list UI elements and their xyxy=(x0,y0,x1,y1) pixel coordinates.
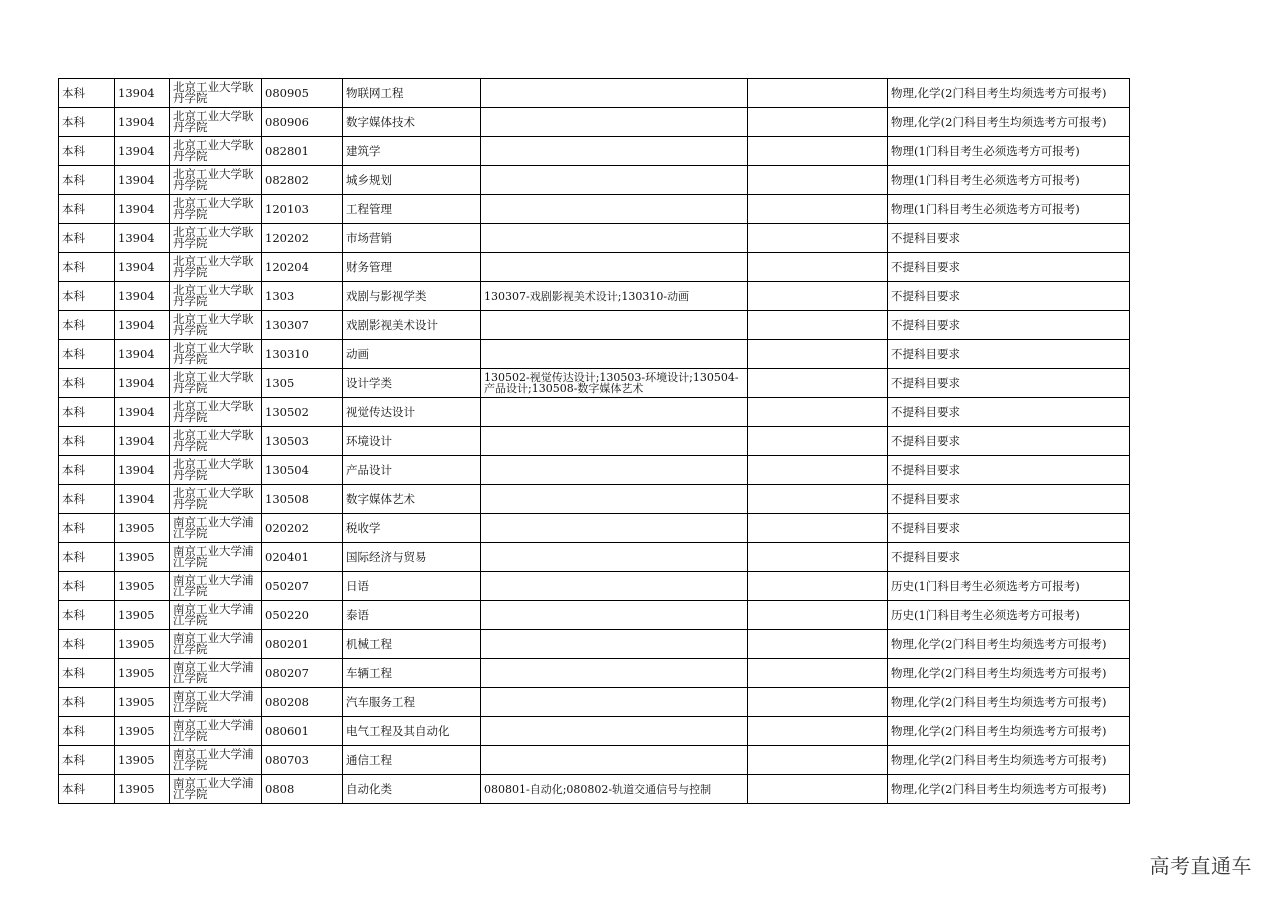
cell-subject-requirement: 不提科目要求 xyxy=(888,543,1130,572)
cell-subject-requirement: 不提科目要求 xyxy=(888,340,1130,369)
cell-school-code: 13904 xyxy=(115,456,170,485)
cell-included-majors xyxy=(481,514,748,543)
cell-note xyxy=(748,630,888,659)
table-row xyxy=(59,398,1130,427)
cell-major-code: 080208 xyxy=(262,688,343,717)
cell-major-code: 130508 xyxy=(262,485,343,514)
cell-included-majors xyxy=(481,427,748,456)
cell-note xyxy=(748,282,888,311)
cell-major-name: 建筑学 xyxy=(343,137,481,166)
cell-note xyxy=(748,398,888,427)
cell-subject-requirement: 历史(1门科目考生必须选考方可报考) xyxy=(888,601,1130,630)
cell-major-name: 泰语 xyxy=(343,601,481,630)
cell-major-code: 120103 xyxy=(262,195,343,224)
cell-major-name: 物联网工程 xyxy=(343,79,481,108)
cell-level: 本科 xyxy=(59,688,115,717)
cell-school-name: 北京工业大学耿丹学院 xyxy=(170,224,262,253)
table-row xyxy=(59,195,1130,224)
cell-school-code: 13904 xyxy=(115,340,170,369)
cell-included-majors xyxy=(481,108,748,137)
cell-level: 本科 xyxy=(59,485,115,514)
cell-level: 本科 xyxy=(59,514,115,543)
cell-subject-requirement: 不提科目要求 xyxy=(888,224,1130,253)
cell-school-name: 南京工业大学浦江学院 xyxy=(170,601,262,630)
cell-note xyxy=(748,166,888,195)
cell-included-majors xyxy=(481,224,748,253)
cell-school-name: 北京工业大学耿丹学院 xyxy=(170,485,262,514)
cell-school-name: 北京工业大学耿丹学院 xyxy=(170,166,262,195)
cell-subject-requirement: 不提科目要求 xyxy=(888,253,1130,282)
cell-major-name: 视觉传达设计 xyxy=(343,398,481,427)
cell-major-code: 1303 xyxy=(262,282,343,311)
table-row xyxy=(59,427,1130,456)
cell-subject-requirement: 物理(1门科目考生必须选考方可报考) xyxy=(888,166,1130,195)
cell-school-name: 北京工业大学耿丹学院 xyxy=(170,137,262,166)
cell-subject-requirement: 物理,化学(2门科目考生均须选考方可报考) xyxy=(888,79,1130,108)
table-row xyxy=(59,253,1130,282)
cell-school-name: 北京工业大学耿丹学院 xyxy=(170,340,262,369)
cell-level: 本科 xyxy=(59,601,115,630)
cell-major-name: 车辆工程 xyxy=(343,659,481,688)
cell-subject-requirement: 物理(1门科目考生必须选考方可报考) xyxy=(888,137,1130,166)
watermark-text: 高考直通车 xyxy=(1149,854,1252,878)
cell-subject-requirement: 不提科目要求 xyxy=(888,369,1130,398)
cell-major-name: 动画 xyxy=(343,340,481,369)
cell-included-majors xyxy=(481,688,748,717)
cell-school-name: 北京工业大学耿丹学院 xyxy=(170,427,262,456)
table-row xyxy=(59,108,1130,137)
cell-level: 本科 xyxy=(59,630,115,659)
cell-level: 本科 xyxy=(59,282,115,311)
cell-school-name: 南京工业大学浦江学院 xyxy=(170,746,262,775)
cell-included-majors xyxy=(481,137,748,166)
cell-note xyxy=(748,369,888,398)
cell-subject-requirement: 物理,化学(2门科目考生均须选考方可报考) xyxy=(888,746,1130,775)
cell-major-code: 020202 xyxy=(262,514,343,543)
cell-subject-requirement: 物理,化学(2门科目考生均须选考方可报考) xyxy=(888,659,1130,688)
table-row xyxy=(59,311,1130,340)
cell-school-code: 13904 xyxy=(115,79,170,108)
cell-note xyxy=(748,311,888,340)
cell-major-code: 080207 xyxy=(262,659,343,688)
cell-level: 本科 xyxy=(59,195,115,224)
cell-school-name: 北京工业大学耿丹学院 xyxy=(170,195,262,224)
table-row xyxy=(59,224,1130,253)
cell-subject-requirement: 不提科目要求 xyxy=(888,514,1130,543)
table-row xyxy=(59,659,1130,688)
cell-level: 本科 xyxy=(59,253,115,282)
cell-included-majors: 130307-戏剧影视美术设计;130310-动画 xyxy=(481,282,748,311)
cell-level: 本科 xyxy=(59,369,115,398)
cell-level: 本科 xyxy=(59,398,115,427)
cell-school-code: 13904 xyxy=(115,369,170,398)
cell-school-name: 南京工业大学浦江学院 xyxy=(170,543,262,572)
cell-note xyxy=(748,427,888,456)
cell-major-code: 0808 xyxy=(262,775,343,804)
cell-school-code: 13904 xyxy=(115,224,170,253)
cell-note xyxy=(748,746,888,775)
admission-requirements-table xyxy=(58,78,1130,804)
cell-major-name: 国际经济与贸易 xyxy=(343,543,481,572)
cell-major-code: 080905 xyxy=(262,79,343,108)
cell-major-code: 080601 xyxy=(262,717,343,746)
cell-school-code: 13904 xyxy=(115,311,170,340)
cell-school-code: 13904 xyxy=(115,398,170,427)
cell-major-name: 自动化类 xyxy=(343,775,481,804)
cell-school-name: 南京工业大学浦江学院 xyxy=(170,572,262,601)
cell-major-name: 工程管理 xyxy=(343,195,481,224)
cell-major-name: 税收学 xyxy=(343,514,481,543)
cell-note xyxy=(748,456,888,485)
cell-major-code: 082802 xyxy=(262,166,343,195)
cell-level: 本科 xyxy=(59,340,115,369)
cell-major-code: 130310 xyxy=(262,340,343,369)
cell-included-majors xyxy=(481,601,748,630)
cell-major-code: 080703 xyxy=(262,746,343,775)
cell-level: 本科 xyxy=(59,224,115,253)
cell-school-code: 13904 xyxy=(115,253,170,282)
cell-note xyxy=(748,543,888,572)
table-row xyxy=(59,514,1130,543)
table-row xyxy=(59,717,1130,746)
cell-major-code: 050207 xyxy=(262,572,343,601)
cell-school-name: 南京工业大学浦江学院 xyxy=(170,688,262,717)
cell-school-name: 南京工业大学浦江学院 xyxy=(170,659,262,688)
cell-note xyxy=(748,485,888,514)
cell-subject-requirement: 不提科目要求 xyxy=(888,456,1130,485)
cell-school-code: 13905 xyxy=(115,746,170,775)
cell-level: 本科 xyxy=(59,717,115,746)
cell-note xyxy=(748,601,888,630)
cell-included-majors xyxy=(481,166,748,195)
cell-note xyxy=(748,137,888,166)
cell-major-name: 戏剧影视美术设计 xyxy=(343,311,481,340)
cell-subject-requirement: 不提科目要求 xyxy=(888,485,1130,514)
cell-included-majors xyxy=(481,630,748,659)
cell-major-code: 130307 xyxy=(262,311,343,340)
cell-subject-requirement: 物理(1门科目考生必须选考方可报考) xyxy=(888,195,1130,224)
table-row xyxy=(59,775,1130,804)
cell-level: 本科 xyxy=(59,659,115,688)
cell-included-majors xyxy=(481,398,748,427)
table-body xyxy=(59,79,1130,804)
cell-school-name: 南京工业大学浦江学院 xyxy=(170,717,262,746)
cell-major-name: 汽车服务工程 xyxy=(343,688,481,717)
cell-major-code: 130502 xyxy=(262,398,343,427)
cell-school-code: 13904 xyxy=(115,108,170,137)
cell-major-code: 020401 xyxy=(262,543,343,572)
cell-school-code: 13905 xyxy=(115,572,170,601)
cell-note xyxy=(748,717,888,746)
cell-included-majors xyxy=(481,311,748,340)
cell-school-name: 南京工业大学浦江学院 xyxy=(170,775,262,804)
cell-level: 本科 xyxy=(59,543,115,572)
cell-included-majors xyxy=(481,659,748,688)
cell-included-majors xyxy=(481,253,748,282)
cell-level: 本科 xyxy=(59,572,115,601)
table-row xyxy=(59,630,1130,659)
cell-major-name: 产品设计 xyxy=(343,456,481,485)
table-row xyxy=(59,282,1130,311)
table-row xyxy=(59,456,1130,485)
cell-note xyxy=(748,775,888,804)
cell-major-name: 戏剧与影视学类 xyxy=(343,282,481,311)
table-row xyxy=(59,79,1130,108)
cell-major-code: 050220 xyxy=(262,601,343,630)
cell-subject-requirement: 物理,化学(2门科目考生均须选考方可报考) xyxy=(888,717,1130,746)
cell-level: 本科 xyxy=(59,137,115,166)
cell-included-majors xyxy=(481,543,748,572)
cell-major-code: 120202 xyxy=(262,224,343,253)
cell-school-code: 13905 xyxy=(115,514,170,543)
cell-school-code: 13905 xyxy=(115,659,170,688)
cell-major-name: 通信工程 xyxy=(343,746,481,775)
cell-school-name: 北京工业大学耿丹学院 xyxy=(170,108,262,137)
cell-included-majors xyxy=(481,340,748,369)
table-row xyxy=(59,340,1130,369)
cell-school-code: 13904 xyxy=(115,427,170,456)
table-row xyxy=(59,485,1130,514)
table-row xyxy=(59,572,1130,601)
cell-school-name: 北京工业大学耿丹学院 xyxy=(170,79,262,108)
table-row xyxy=(59,746,1130,775)
cell-note xyxy=(748,79,888,108)
cell-school-name: 北京工业大学耿丹学院 xyxy=(170,398,262,427)
cell-subject-requirement: 历史(1门科目考生必须选考方可报考) xyxy=(888,572,1130,601)
cell-subject-requirement: 不提科目要求 xyxy=(888,398,1130,427)
cell-included-majors xyxy=(481,746,748,775)
cell-major-name: 日语 xyxy=(343,572,481,601)
cell-included-majors xyxy=(481,572,748,601)
cell-major-name: 财务管理 xyxy=(343,253,481,282)
cell-note xyxy=(748,659,888,688)
cell-major-code: 080201 xyxy=(262,630,343,659)
cell-school-code: 13905 xyxy=(115,688,170,717)
cell-school-name: 北京工业大学耿丹学院 xyxy=(170,456,262,485)
cell-school-name: 北京工业大学耿丹学院 xyxy=(170,311,262,340)
cell-note xyxy=(748,514,888,543)
cell-major-name: 机械工程 xyxy=(343,630,481,659)
cell-school-code: 13905 xyxy=(115,717,170,746)
cell-school-code: 13905 xyxy=(115,630,170,659)
cell-major-name: 市场营销 xyxy=(343,224,481,253)
cell-major-name: 数字媒体艺术 xyxy=(343,485,481,514)
cell-included-majors: 130502-视觉传达设计;130503-环境设计;130504-产品设计;130508-数字媒体艺术 xyxy=(481,369,748,398)
cell-school-code: 13904 xyxy=(115,282,170,311)
cell-subject-requirement: 物理,化学(2门科目考生均须选考方可报考) xyxy=(888,630,1130,659)
cell-school-code: 13905 xyxy=(115,543,170,572)
cell-level: 本科 xyxy=(59,79,115,108)
cell-note xyxy=(748,108,888,137)
cell-school-code: 13905 xyxy=(115,601,170,630)
cell-school-code: 13904 xyxy=(115,166,170,195)
cell-major-name: 设计学类 xyxy=(343,369,481,398)
cell-level: 本科 xyxy=(59,775,115,804)
table-row xyxy=(59,601,1130,630)
cell-note xyxy=(748,572,888,601)
cell-major-code: 080906 xyxy=(262,108,343,137)
cell-school-name: 北京工业大学耿丹学院 xyxy=(170,253,262,282)
cell-major-code: 120204 xyxy=(262,253,343,282)
cell-level: 本科 xyxy=(59,166,115,195)
cell-included-majors xyxy=(481,79,748,108)
table-row xyxy=(59,543,1130,572)
cell-school-name: 南京工业大学浦江学院 xyxy=(170,630,262,659)
cell-school-name: 北京工业大学耿丹学院 xyxy=(170,282,262,311)
cell-subject-requirement: 物理,化学(2门科目考生均须选考方可报考) xyxy=(888,108,1130,137)
cell-major-code: 082801 xyxy=(262,137,343,166)
cell-major-code: 1305 xyxy=(262,369,343,398)
cell-note xyxy=(748,688,888,717)
cell-school-code: 13905 xyxy=(115,775,170,804)
cell-school-code: 13904 xyxy=(115,195,170,224)
cell-major-name: 环境设计 xyxy=(343,427,481,456)
table-row xyxy=(59,369,1130,398)
cell-major-code: 130504 xyxy=(262,456,343,485)
cell-level: 本科 xyxy=(59,427,115,456)
cell-school-code: 13904 xyxy=(115,137,170,166)
cell-included-majors xyxy=(481,717,748,746)
cell-level: 本科 xyxy=(59,311,115,340)
cell-school-name: 北京工业大学耿丹学院 xyxy=(170,369,262,398)
cell-major-code: 130503 xyxy=(262,427,343,456)
cell-subject-requirement: 物理,化学(2门科目考生均须选考方可报考) xyxy=(888,775,1130,804)
cell-major-name: 电气工程及其自动化 xyxy=(343,717,481,746)
cell-note xyxy=(748,253,888,282)
cell-included-majors: 080801-自动化;080802-轨道交通信号与控制 xyxy=(481,775,748,804)
cell-level: 本科 xyxy=(59,108,115,137)
cell-included-majors xyxy=(481,195,748,224)
table-row xyxy=(59,137,1130,166)
table-row xyxy=(59,688,1130,717)
cell-subject-requirement: 物理,化学(2门科目考生均须选考方可报考) xyxy=(888,688,1130,717)
table-row xyxy=(59,166,1130,195)
cell-subject-requirement: 不提科目要求 xyxy=(888,282,1130,311)
cell-note xyxy=(748,195,888,224)
cell-major-name: 数字媒体技术 xyxy=(343,108,481,137)
cell-level: 本科 xyxy=(59,746,115,775)
cell-included-majors xyxy=(481,485,748,514)
cell-level: 本科 xyxy=(59,456,115,485)
cell-note xyxy=(748,340,888,369)
cell-note xyxy=(748,224,888,253)
cell-school-name: 南京工业大学浦江学院 xyxy=(170,514,262,543)
cell-included-majors xyxy=(481,456,748,485)
cell-subject-requirement: 不提科目要求 xyxy=(888,427,1130,456)
cell-major-name: 城乡规划 xyxy=(343,166,481,195)
cell-subject-requirement: 不提科目要求 xyxy=(888,311,1130,340)
cell-school-code: 13904 xyxy=(115,485,170,514)
